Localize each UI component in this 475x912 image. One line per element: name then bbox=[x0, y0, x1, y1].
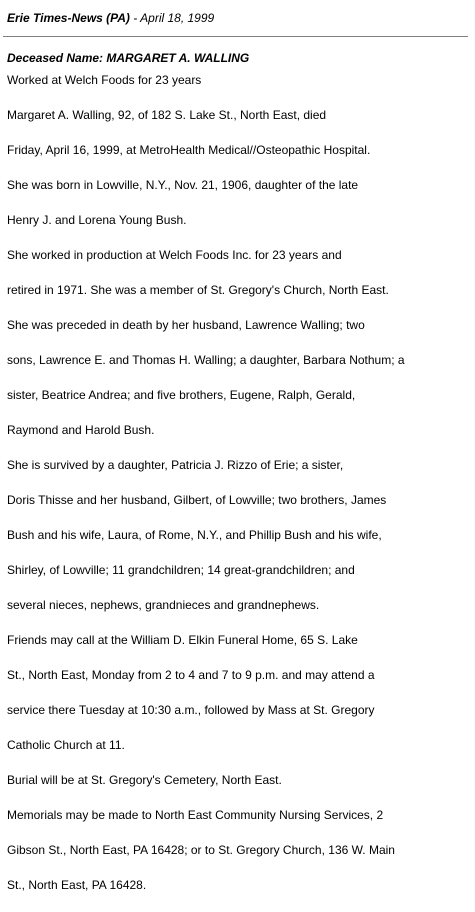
obituary-line: Margaret A. Walling, 92, of 182 S. Lake St., North East, died bbox=[7, 108, 327, 122]
obituary-line: She is survived by a daughter, Patricia J. Rizzo of Erie; a sister, bbox=[7, 458, 344, 472]
obituary-line: retired in 1971. She was a member of St. Gregory's Church, North East. bbox=[7, 283, 389, 297]
publication-date: April 18, 1999 bbox=[140, 11, 215, 25]
obituary-line: She was preceded in death by her husband, Lawrence Walling; two bbox=[7, 318, 365, 332]
obituary-text bbox=[7, 72, 405, 912]
header-divider bbox=[3, 36, 468, 37]
deceased-name: Deceased Name: MARGARET A. WALLING bbox=[7, 51, 250, 65]
publication-name: Erie Times-News (PA) bbox=[7, 11, 130, 25]
obituary-line: sister, Beatrice Andrea; and five brothers, Eugene, Ralph, Gerald, bbox=[7, 388, 356, 402]
obituary-line: Worked at Welch Foods for 23 years bbox=[7, 73, 202, 87]
header-separator: - bbox=[129, 11, 141, 25]
obituary-line: Doris Thisse and her husband, Gilbert, of Lowville; two brothers, James bbox=[7, 493, 387, 507]
obituary-line: She worked in production at Welch Foods Inc. for 23 years and bbox=[7, 248, 342, 262]
obituary-line: Gibson St., North East, PA 16428; or to St. Gregory Church, 136 W. Main bbox=[7, 843, 395, 857]
obituary-line: Memorials may be made to North East Community Nursing Services, 2 bbox=[7, 808, 384, 822]
obituary-line: She was born in Lowville, N.Y., Nov. 21, 1906, daughter of the late bbox=[7, 178, 359, 192]
obituary-line: Burial will be at St. Gregory's Cemetery, North East. bbox=[7, 773, 282, 787]
obituary-line: Bush and his wife, Laura, of Rome, N.Y., and Phillip Bush and his wife, bbox=[7, 528, 382, 542]
obituary-line: service there Tuesday at 10:30 a.m., followed by Mass at St. Gregory bbox=[7, 703, 375, 717]
obituary-line: Henry J. and Lorena Young Bush. bbox=[7, 213, 187, 227]
obituary-line: Shirley, of Lowville; 11 grandchildren; 14 great-grandchildren; and bbox=[7, 563, 355, 577]
obituary-line: St., North East, PA 16428. bbox=[7, 878, 147, 892]
obituary-line: Raymond and Harold Bush. bbox=[7, 423, 155, 437]
publication-header bbox=[7, 10, 214, 26]
obituary-line: Catholic Church at 11. bbox=[7, 738, 125, 752]
obituary-line: sons, Lawrence E. and Thomas H. Walling; a daughter, Barbara Nothum; a bbox=[7, 353, 405, 367]
obituary-line: Friday, April 16, 1999, at MetroHealth Medical//Osteopathic Hospital. bbox=[7, 143, 371, 157]
obituary-line: St., North East, Monday from 2 to 4 and 7 to 9 p.m. and may attend a bbox=[7, 668, 375, 682]
obituary-line: Friends may call at the William D. Elkin Funeral Home, 65 S. Lake bbox=[7, 633, 358, 647]
obituary-line: several nieces, nephews, grandnieces and grandnephews. bbox=[7, 598, 320, 612]
